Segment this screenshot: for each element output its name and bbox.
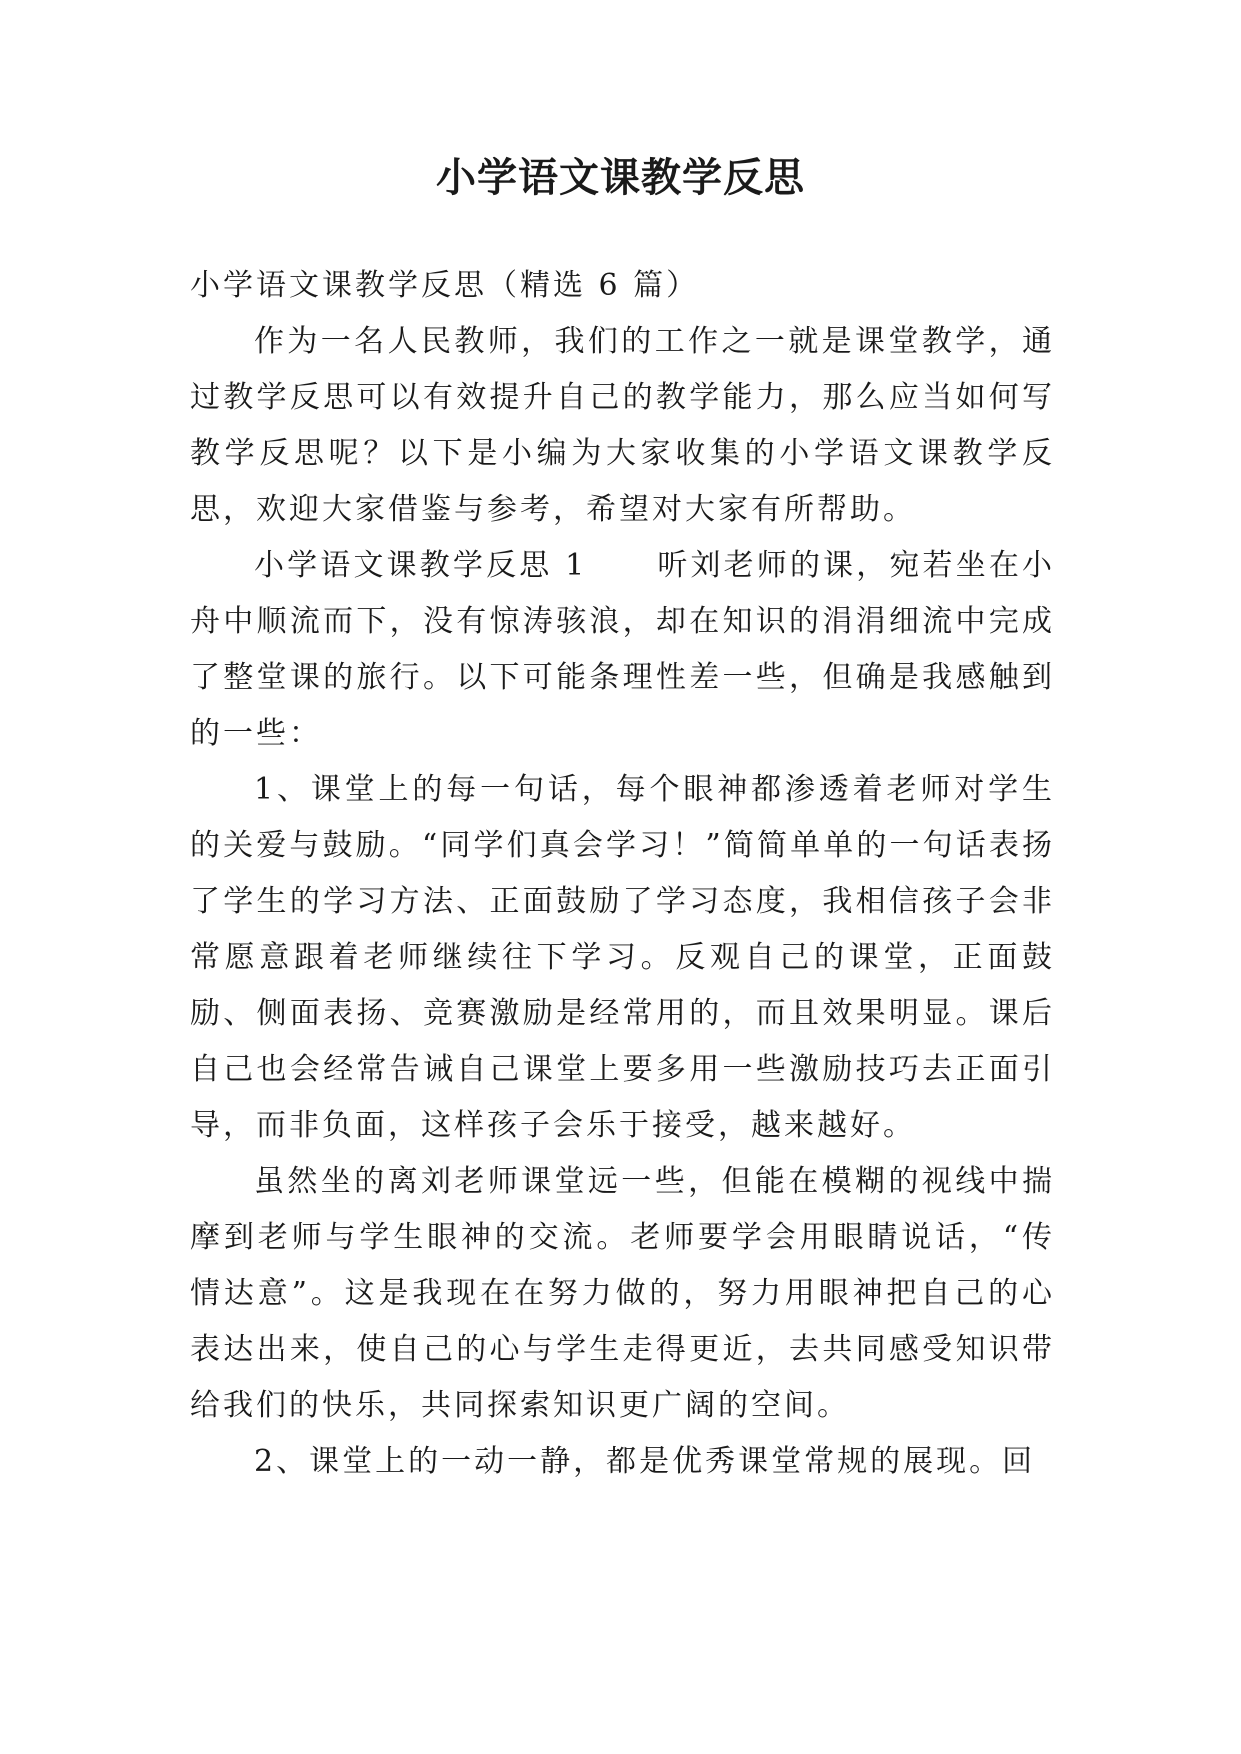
section-1-paragraph [190, 538, 1055, 762]
point-1-paragraph: 1、课堂上的每一句话，每个眼神都渗透着老师对学生的关爱与鼓励。“同学们真会学习！”简简单单的一句话表扬了学生的学习方法、正面鼓励了学习态度，我相信孩子会非常愿意跟着老师继续往下学习。反观自己的课堂，正面鼓励、侧面表扬、竞赛激励是经常用的，而且效果明显。课后自己也会经常告诫自己课堂上要多用一些激励技巧去正面引导，而非负面，这样孩子会乐于接受，越来越好。 [190, 772, 1055, 1143]
section-1-heading: 小学语文课教学反思 1 [254, 548, 588, 583]
document-body [190, 258, 1055, 1490]
intro-paragraph: 作为一名人民教师，我们的工作之一就是课堂教学，通过教学反思可以有效提升自己的教学能力，那么应当如何写教学反思呢？以下是小编为大家收集的小学语文课教学反思，欢迎大家借鉴与参考，希望对大家有所帮助。 [190, 324, 1055, 527]
point-2-paragraph: 2、课堂上的一动一静，都是优秀课堂常规的展现。回 [254, 1444, 1036, 1479]
eye-contact-paragraph: 虽然坐的离刘老师课堂远一些，但能在模糊的视线中揣摩到老师与学生眼神的交流。老师要学会用眼睛说话，“传情达意”。这是我现在在努力做的，努力用眼神把自己的心表达出来，使自己的心与学生走得更近，去共同感受知识带给我们的快乐，共同探索知识更广阔的空间。 [190, 1164, 1055, 1423]
document-title: 小学语文课教学反思 [436, 155, 805, 201]
document-subtitle: 小学语文课教学反思（精选 6 篇） [190, 268, 700, 303]
section-1-lead: 听刘老师的课，宛若坐在小舟中顺流而下，没有惊涛骇浪，却在知识的涓涓细流中完成了整堂课的旅行。以下可能条理性差一些，但确是我感触到的一些： [190, 548, 1056, 751]
